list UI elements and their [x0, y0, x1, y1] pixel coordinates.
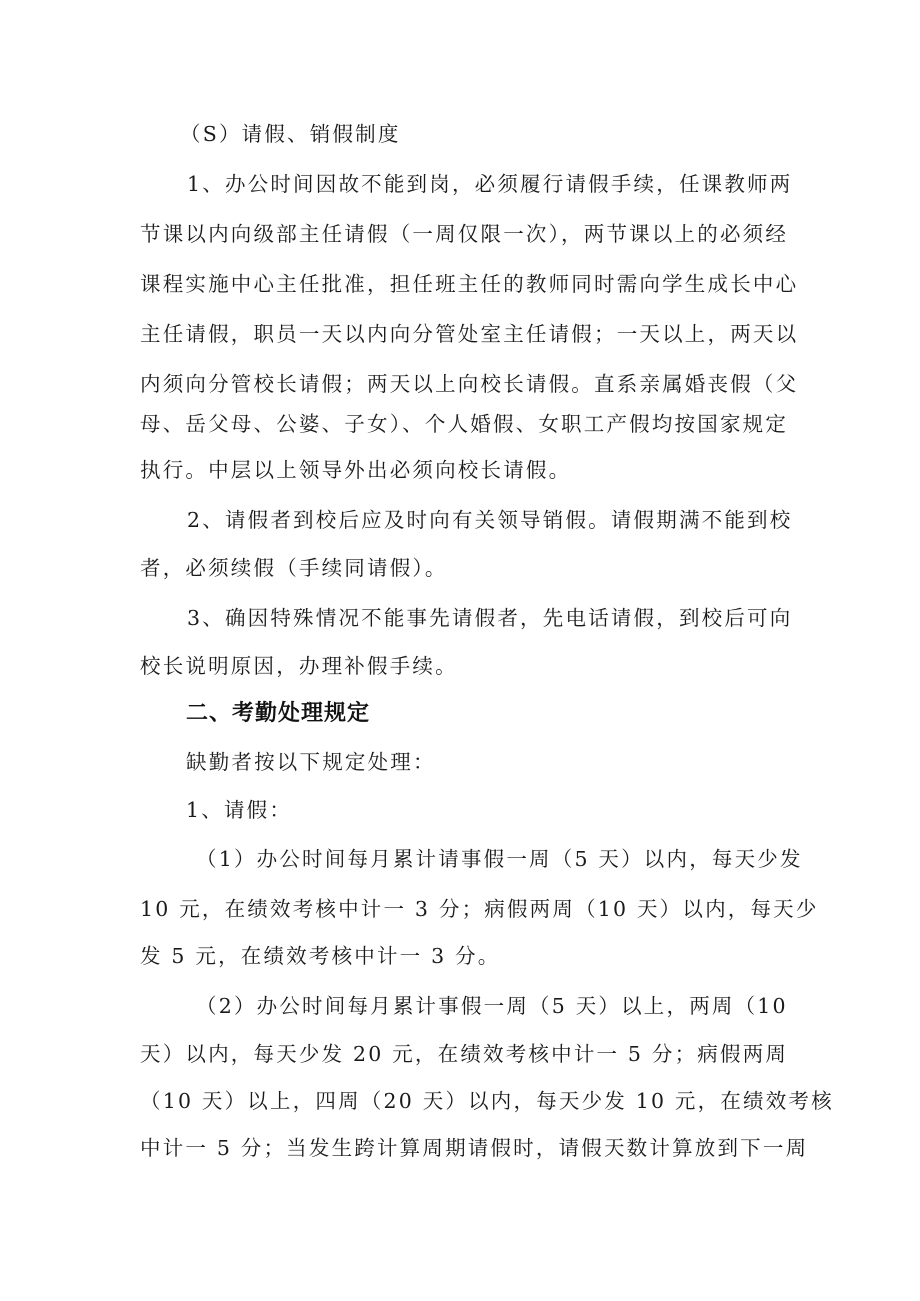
sub-item-2-line: 中计一 5 分；当发生跨计算周期请假时，请假天数计算放到下一周: [140, 1136, 809, 1160]
paragraph-1-line: 课程实施中心主任批准，担任班主任的教师同时需向学生成长中心: [140, 272, 799, 296]
paragraph-1-line: 内须向分管校长请假；两天以上向校长请假。直系亲属婚丧假（父: [140, 372, 799, 396]
sub-item-2-line: （2）办公时间每月累计事假一周（5 天）以上，两周（10: [196, 994, 788, 1018]
sub-item-1-line: 10 元，在绩效考核中计一 3 分；病假两周（10 天）以内，每天少: [140, 897, 819, 921]
section-s-title: （S）请假、销假制度: [180, 122, 401, 146]
paragraph-2-line: 者，必须续假（手续同请假）。: [140, 556, 448, 580]
paragraph-1-line: 节课以内向级部主任请假（一周仅限一次），两节课以上的必须经: [140, 222, 789, 246]
sub-item-1-line: （1）办公时间每月累计请事假一周（5 天）以内，每天少发: [196, 847, 803, 871]
paragraph-1-line: 主任请假，职员一天以内向分管处室主任请假；一天以上，两天以: [140, 322, 799, 346]
intro-text: 缺勤者按以下规定处理：: [186, 750, 436, 774]
sub-item-2-line: 天）以内，每天少发 20 元，在绩效考核中计一 5 分；病假两周: [140, 1042, 789, 1066]
paragraph-2-line: 2、请假者到校后应及时向有关领导销假。请假期满不能到校: [187, 508, 793, 532]
sub-item-2-line: （10 天）以上，四周（20 天）以内，每天少发 10 元，在绩效考核: [140, 1089, 834, 1113]
paragraph-3-line: 3、确因特殊情况不能事先请假者，先电话请假，到校后可向: [187, 606, 793, 630]
paragraph-1-line: 执行。中层以上领导外出必须向校长请假。: [140, 458, 572, 482]
sub-item-1-line: 发 5 元，在绩效考核中计一 3 分。: [140, 944, 501, 968]
item-1-label: 1、请假：: [186, 798, 293, 822]
paragraph-3-line: 校长说明原因，办理补假手续。: [140, 654, 458, 678]
section-2-heading: 二、考勤处理规定: [186, 701, 371, 726]
paragraph-1-line: 母、岳父母、公婆、子女）、个人婚假、女职工产假均按国家规定: [140, 412, 789, 436]
paragraph-1-line: 1、办公时间因故不能到岗，必须履行请假手续，任课教师两: [187, 172, 793, 196]
